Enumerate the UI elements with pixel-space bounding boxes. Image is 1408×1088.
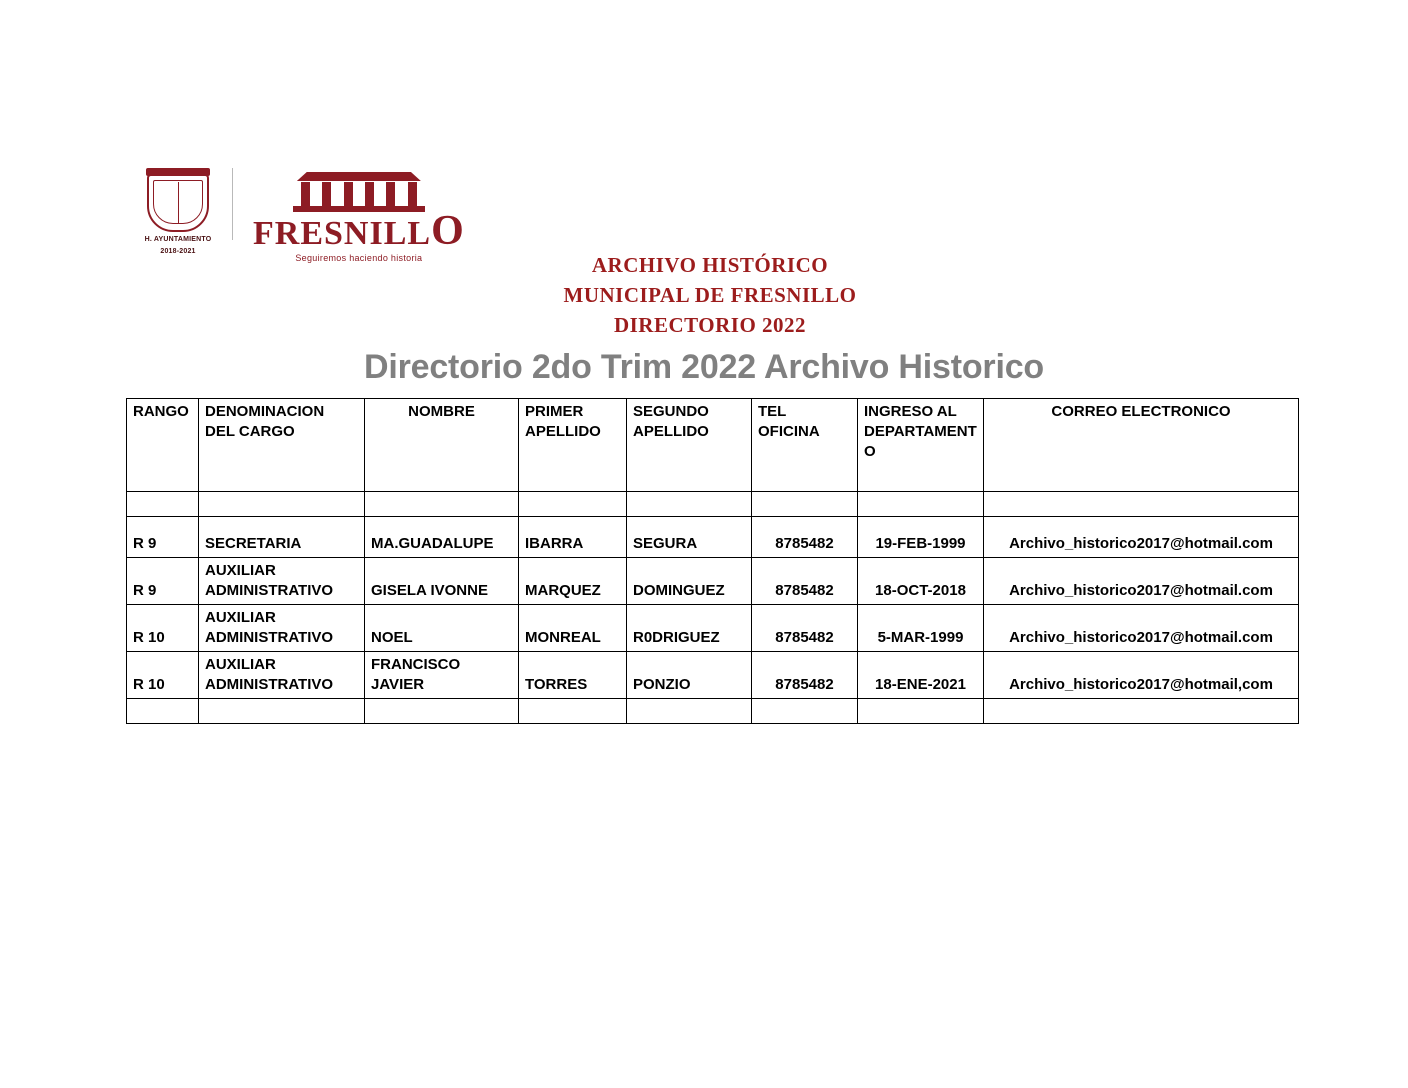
column-header-correo: CORREO ELECTRONICO — [984, 399, 1299, 492]
cell-nombre: GISELA IVONNE — [365, 558, 519, 605]
municipal-crest-logo — [130, 168, 226, 256]
spacer-cell — [127, 492, 199, 517]
red-title-line-3: DIRECTORIO 2022 — [613, 313, 807, 337]
cell-tel: 8785482 — [752, 558, 858, 605]
cell-segundo-apellido: DOMINGUEZ — [627, 558, 752, 605]
column-header-rango: RANGO — [127, 399, 199, 492]
cell-rango: R 10 — [127, 605, 199, 652]
document-red-title — [430, 250, 990, 340]
red-title-line-1: ARCHIVO HISTÓRICO — [591, 253, 829, 277]
column-header-segundo-apellido: SEGUNDO APELLIDO — [627, 399, 752, 492]
fresnillo-wordmark-text: FRESNILL — [253, 215, 432, 252]
spacer-cell — [519, 699, 627, 724]
cell-correo: Archivo_historico2017@hotmail.com — [984, 558, 1299, 605]
table-header-row — [127, 399, 1299, 492]
cell-primer-apellido: IBARRA — [519, 517, 627, 558]
logo-divider — [232, 168, 233, 240]
crest-caption-line2: 2018-2021 — [160, 248, 196, 255]
fresnillo-wordmark-o: O — [431, 208, 465, 254]
table-spacer-row-bottom — [127, 699, 1299, 724]
fresnillo-logo — [253, 168, 465, 263]
spacer-cell — [984, 699, 1299, 724]
spacer-cell — [199, 492, 365, 517]
crest-shield-icon — [147, 174, 209, 232]
cell-ingreso: 19-FEB-1999 — [858, 517, 984, 558]
spacer-cell — [627, 492, 752, 517]
cell-correo: Archivo_historico2017@hotmail.com — [984, 605, 1299, 652]
cell-cargo: SECRETARIA — [199, 517, 365, 558]
cell-ingreso: 18-OCT-2018 — [858, 558, 984, 605]
spacer-cell — [858, 699, 984, 724]
column-header-primer-apellido: PRIMER APELLIDO — [519, 399, 627, 492]
spacer-cell — [984, 492, 1299, 517]
cell-nombre: NOEL — [365, 605, 519, 652]
cell-segundo-apellido: SEGURA — [627, 517, 752, 558]
column-header-tel-oficina: TEL OFICINA — [752, 399, 858, 492]
cell-cargo: AUXILIAR ADMINISTRATIVO — [199, 605, 365, 652]
cell-cargo: AUXILIAR ADMINISTRATIVO — [199, 652, 365, 699]
table-row — [127, 517, 1299, 558]
column-header-denominacion-cargo: DENOMINACION DEL CARGO — [199, 399, 365, 492]
spacer-cell — [127, 699, 199, 724]
column-header-nombre: NOMBRE — [365, 399, 519, 492]
spacer-cell — [519, 492, 627, 517]
logo-row — [130, 168, 465, 263]
table-row — [127, 558, 1299, 605]
spacer-cell — [752, 699, 858, 724]
cell-nombre: FRANCISCO JAVIER — [365, 652, 519, 699]
cell-ingreso: 5-MAR-1999 — [858, 605, 984, 652]
cell-primer-apellido: MONREAL — [519, 605, 627, 652]
spacer-cell — [365, 699, 519, 724]
cell-primer-apellido: MARQUEZ — [519, 558, 627, 605]
spacer-cell — [627, 699, 752, 724]
cell-tel: 8785482 — [752, 652, 858, 699]
cell-correo: Archivo_historico2017@hotmail,com — [984, 652, 1299, 699]
directory-table — [126, 398, 1299, 724]
page-title: Directorio 2do Trim 2022 Archivo Historico — [364, 348, 1044, 386]
cell-cargo: AUXILIAR ADMINISTRATIVO — [199, 558, 365, 605]
cell-tel: 8785482 — [752, 605, 858, 652]
cell-ingreso: 18-ENE-2021 — [858, 652, 984, 699]
fresnillo-tagline: Seguiremos haciendo historia — [295, 253, 423, 263]
spacer-cell — [199, 699, 365, 724]
spacer-cell — [858, 492, 984, 517]
cell-rango: R 10 — [127, 652, 199, 699]
cell-primer-apellido: TORRES — [519, 652, 627, 699]
cell-tel: 8785482 — [752, 517, 858, 558]
directory-table-wrapper — [126, 398, 1298, 724]
cell-segundo-apellido: R0DRIGUEZ — [627, 605, 752, 652]
spacer-cell — [752, 492, 858, 517]
cell-segundo-apellido: PONZIO — [627, 652, 752, 699]
spacer-cell — [365, 492, 519, 517]
column-header-ingreso: INGRESO AL DEPARTAMENTO — [858, 399, 984, 492]
red-title-line-2: MUNICIPAL DE FRESNILLO — [563, 283, 857, 307]
building-icon — [291, 172, 427, 214]
fresnillo-wordmark — [253, 208, 465, 254]
table-spacer-row-top — [127, 492, 1299, 517]
cell-rango: R 9 — [127, 517, 199, 558]
table-row — [127, 605, 1299, 652]
cell-rango: R 9 — [127, 558, 199, 605]
table-row — [127, 652, 1299, 699]
cell-nombre: MA.GUADALUPE — [365, 517, 519, 558]
cell-correo: Archivo_historico2017@hotmail.com — [984, 517, 1299, 558]
crest-caption-line1: H. AYUNTAMIENTO — [144, 236, 212, 243]
